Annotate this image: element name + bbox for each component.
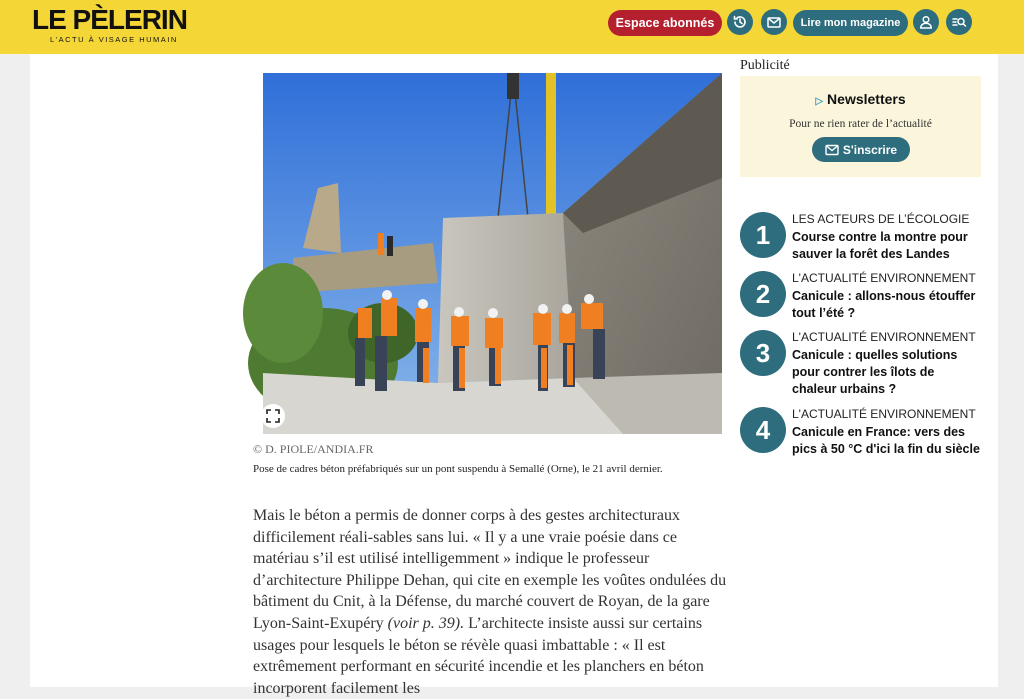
subscribe-label: S'inscrire xyxy=(842,142,898,157)
search-icon xyxy=(951,14,967,30)
paragraph-text-1: Mais le béton a permis de donner corps à des gestes architecturaux difficilement réali-sables sans lui. « Il y a une vraie poésie dans ce matériau s’il est utilisé intelligemment » indique le professeur d’architecture Philippe Dehan, qui cite en exemple les voûtes ondulées du bâtiment du Cnit, à la Défense, du marché couvert de Royan, de la gare Lyon-Saint-Exupéry xyxy=(253,507,727,632)
newsletter-subtitle: Pour ne rien rater de l’actualité xyxy=(789,118,932,130)
paragraph-text-2: L’architecte insiste aussi sur certains usages pour lesquels le béton se révèle quasi imbattable : « Il est extrêmement performant en sécurité incendie et les planchers en béton incorporent facilement les xyxy=(253,614,704,697)
rank-badge: 2 xyxy=(740,271,786,317)
photo-credit: © D. PIOLE/ANDIA.FR xyxy=(253,442,374,456)
rank-badge: 3 xyxy=(740,330,786,376)
mail-icon xyxy=(766,14,782,30)
expand-icon xyxy=(266,409,280,423)
photo-caption: Pose de cadres béton préfabriqués sur un pont suspendu à Semallé (Orne), le 21 avril dernier. xyxy=(253,463,663,475)
article-title[interactable]: Course contre la montre pour sauver la forêt des Landes xyxy=(792,230,968,261)
subscribers-space-button[interactable]: Espace abonnés xyxy=(608,10,722,36)
article-category: L'ACTUALITÉ ENVIRONNEMENT xyxy=(792,407,976,421)
logo-tagline: L'ACTU À VISAGE HUMAIN xyxy=(50,35,178,44)
account-button[interactable] xyxy=(913,9,939,35)
newsletter-subscribe-button[interactable] xyxy=(812,137,910,162)
site-logo[interactable] xyxy=(32,6,187,44)
article-category: L'ACTUALITÉ ENVIRONNEMENT xyxy=(792,330,976,344)
article-title[interactable]: Canicule : allons-nous étouffer tout l’été ? xyxy=(792,289,976,320)
article-photo[interactable] xyxy=(263,73,722,434)
read-magazine-button[interactable]: Lire mon magazine xyxy=(793,10,908,36)
rank-badge: 1 xyxy=(740,212,786,258)
article-paragraph xyxy=(253,505,733,699)
article-title[interactable]: Canicule : quelles solutions pour contrer les îlots de chaleur urbains ? xyxy=(792,348,958,396)
history-button[interactable] xyxy=(727,9,753,35)
mail-button[interactable] xyxy=(761,9,787,35)
logo-title: LE PÈLERIN xyxy=(32,4,187,35)
play-arrow-icon: ▷ xyxy=(815,96,824,107)
page-reference: (voir p. 39). xyxy=(387,614,465,632)
user-icon xyxy=(918,14,934,30)
newsletter-box xyxy=(740,76,981,177)
article-category: LES ACTEURS DE L’ÉCOLOGIE xyxy=(792,212,970,226)
expand-photo-button[interactable] xyxy=(261,404,285,428)
mail-icon xyxy=(825,144,839,156)
search-button[interactable] xyxy=(946,9,972,35)
article-category: L'ACTUALITÉ ENVIRONNEMENT xyxy=(792,271,976,285)
rank-badge: 4 xyxy=(740,407,786,453)
ad-label: Publicité xyxy=(740,58,790,73)
article-title[interactable]: Canicule en France: vers des pics à 50 °C d'ici la fin du siècle xyxy=(792,425,980,456)
site-header xyxy=(0,0,1024,54)
newsletter-title xyxy=(740,91,981,107)
history-icon xyxy=(732,14,748,30)
newsletter-title-text: Newsletters xyxy=(827,91,906,107)
